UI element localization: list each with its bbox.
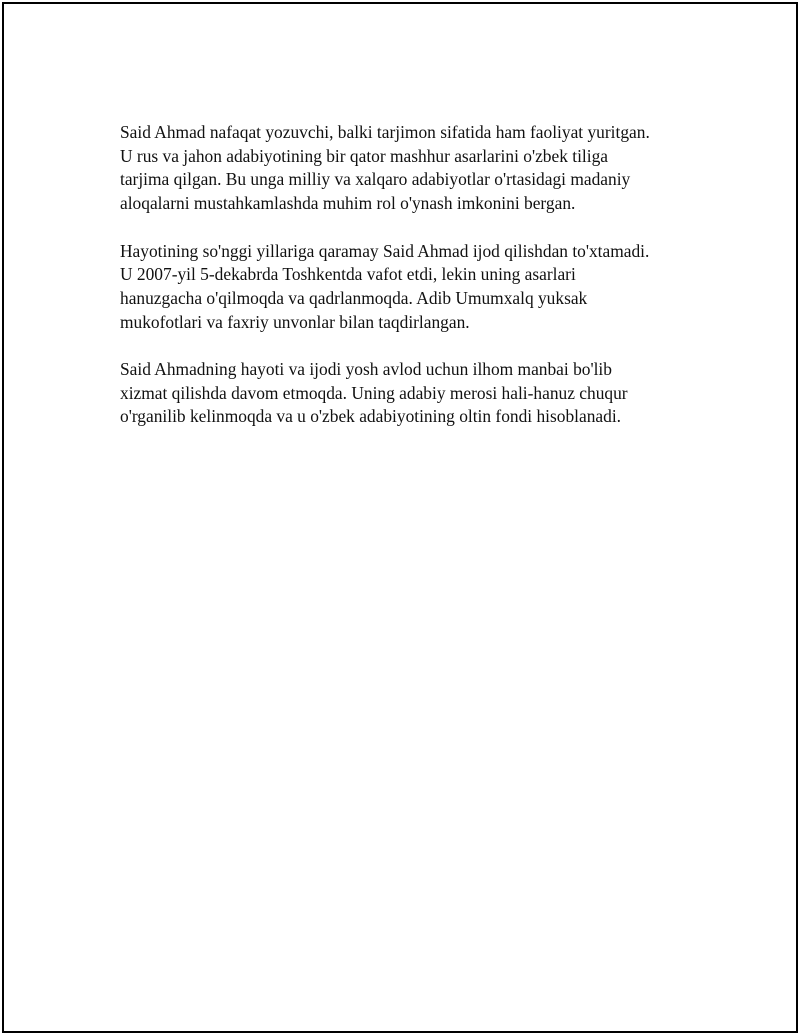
document-body xyxy=(120,121,710,453)
paragraph-line: Said Ahmad nafaqat yozuvchi, balki tarjimon sifatida ham faoliyat yuritgan. xyxy=(120,122,650,142)
paragraph-line: U 2007-yil 5-dekabrda Toshkentda vafot etdi, lekin uning asarlari xyxy=(120,264,576,285)
paragraph-line: o'rganilib kelinmoqda va u o'zbek adabiyotining oltin fondi hisoblanadi. xyxy=(120,406,622,427)
paragraph-line: xizmat qilishda davom etmoqda. Uning adabiy merosi hali-hanuz chuqur xyxy=(120,382,628,403)
paragraph-line: aloqalarni mustahkamlashda muhim rol o'ynash imkonini bergan. xyxy=(120,193,576,214)
paragraph-line: Hayotining so'nggi yillariga qaramay Said Ahmad ijod qilishdan to'xtamadi. xyxy=(120,240,650,261)
paragraph-later-years xyxy=(120,240,710,335)
paragraph-line: Said Ahmadning hayoti va ijodi yosh avlod uchun ilhom manbai bo'lib xyxy=(120,359,612,379)
paragraph-translator xyxy=(120,121,710,216)
paragraph-line: hanuzgacha o'qilmoqda va qadrlanmoqda. Adib Umumxalq yuksak xyxy=(120,287,588,308)
paragraph-line: mukofotlari va faxriy unvonlar bilan taqdirlangan. xyxy=(120,311,470,332)
paragraph-line: U rus va jahon adabiyotining bir qator mashhur asarlarini o'zbek tiliga xyxy=(120,145,609,166)
paragraph-legacy xyxy=(120,358,710,429)
paragraph-line: tarjima qilgan. Bu unga milliy va xalqaro adabiyotlar o'rtasidagi madaniy xyxy=(120,169,631,190)
document-page xyxy=(2,2,798,1033)
